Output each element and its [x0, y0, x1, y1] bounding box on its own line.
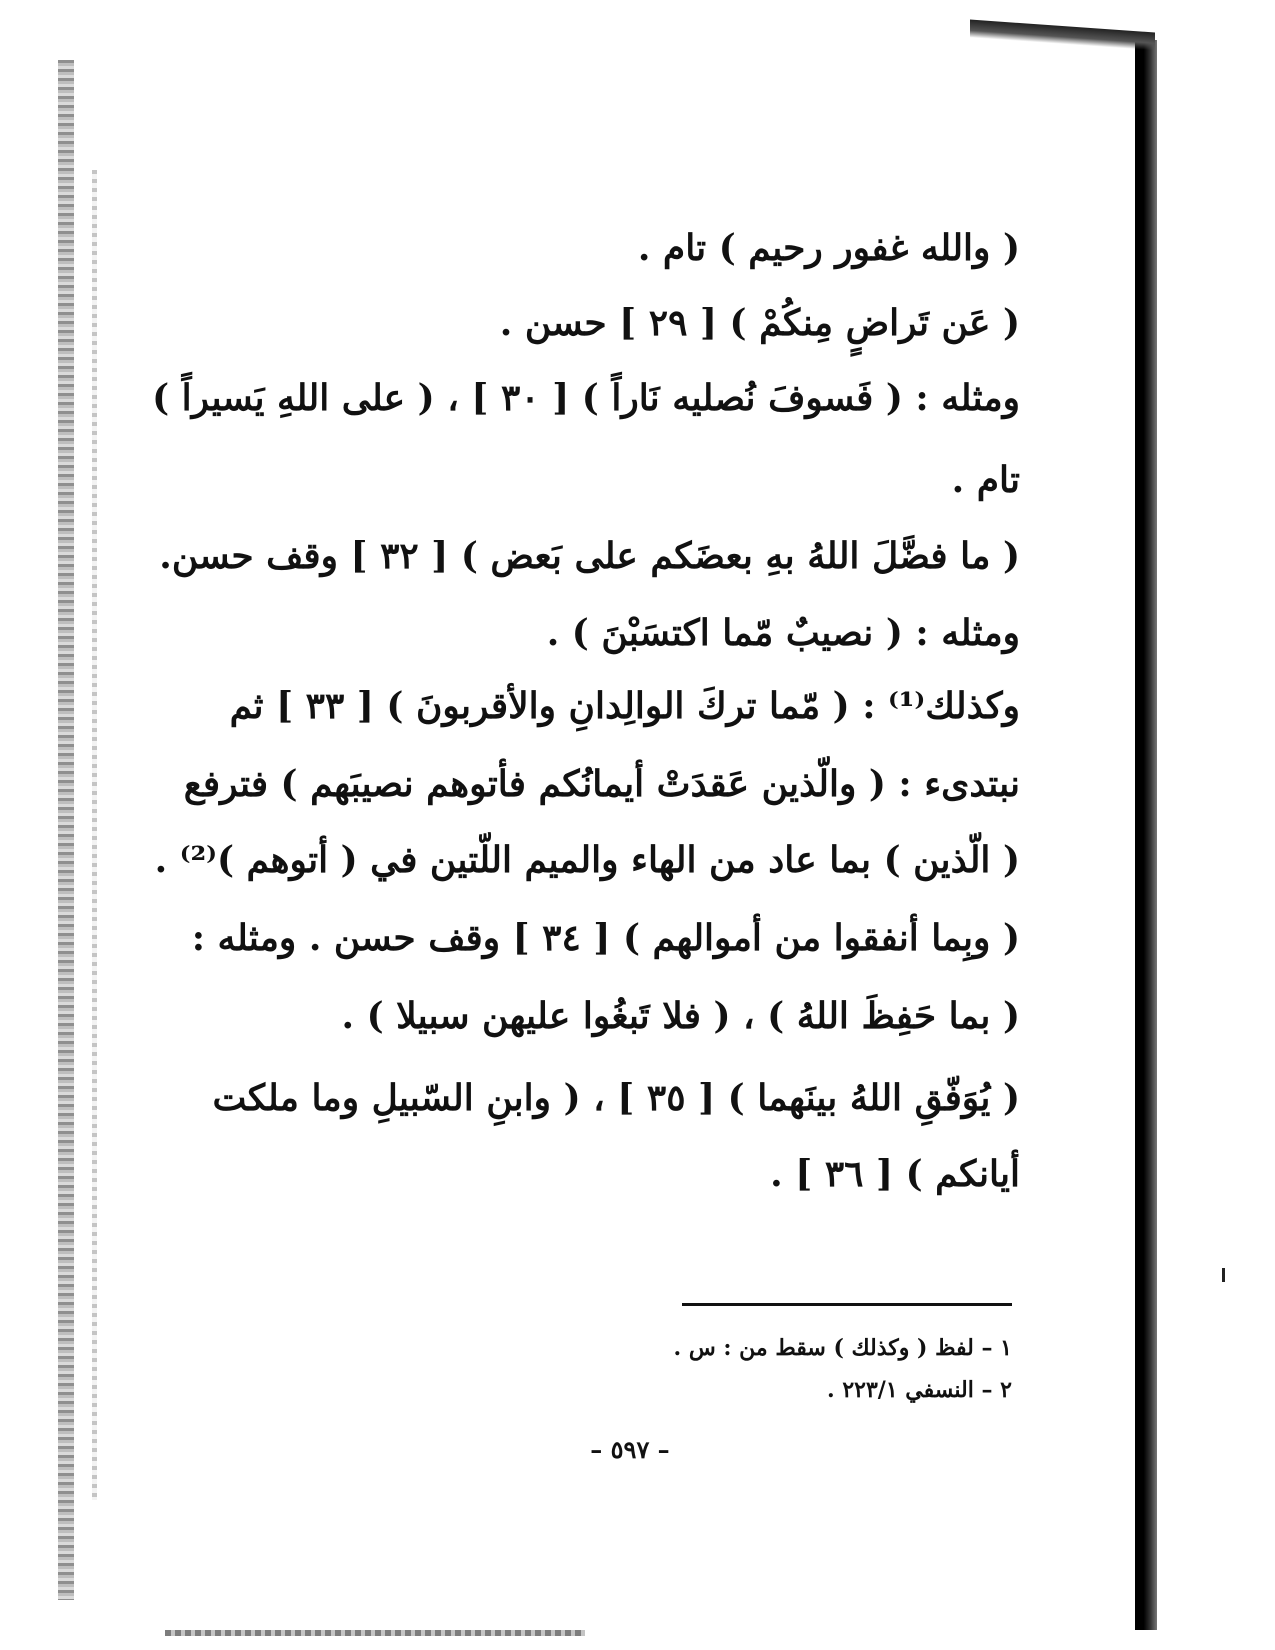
text-line: نبتدىء : ( والّذين عَقدَتْ أيمانُكم فأتوهم نصيبَهم ) فترفع — [183, 763, 1020, 805]
footnotes — [673, 1335, 1012, 1419]
scan-left-shadow — [92, 170, 97, 1500]
text-line: ( عَن تَراضٍ مِنكُمْ ) [ ٢٩ ] حسن . — [499, 302, 1020, 344]
text-line: ( بما حَفِظَ اللهُ ) ، ( فلا تَبغُوا عليهن سبيلا ) . — [341, 995, 1020, 1037]
text-line: ( والله غفور رحيم ) تام . — [637, 227, 1020, 269]
footnote: ٢ – النسفي ٢٢٣/١ . — [827, 1377, 1012, 1403]
margin-mark — [1222, 1268, 1225, 1282]
text-line: وكذلك⁽¹⁾ : ( مّما تركَ الوالِدانِ والأقربونَ ) [ ٣٣ ] ثم — [229, 685, 1020, 727]
footnote-separator — [682, 1303, 1012, 1306]
text-line: ( وبِما أنفقوا من أموالهم ) [ ٣٤ ] وقف حسن . ومثله : — [191, 917, 1020, 959]
scan-bottom-edge — [165, 1630, 585, 1636]
scan-right-edge — [1135, 40, 1157, 1630]
scan-top-edge — [970, 20, 1155, 51]
footnote: ١ – لفظ ( وكذلك ) سقط من : س . — [673, 1335, 1012, 1361]
text-line: أيانكم ) [ ٣٦ ] . — [770, 1153, 1020, 1195]
text-line: ومثله : ( فَسوفَ نُصليه نَاراً ) [ ٣٠ ] ، ( على اللهِ يَسيراً ) — [152, 377, 1020, 419]
text-line: ( يُوَفّقِ اللهُ بينَهما ) [ ٣٥ ] ، ( وابنِ السّبيلِ وما ملكت — [212, 1077, 1020, 1119]
text-line: ومثله : ( نصيبٌ مّما اكتسَبْنَ ) . — [546, 612, 1020, 654]
text-line: ( ما فضَّلَ اللهُ بهِ بعضَكم على بَعض ) [ ٣٢ ] وقف حسن. — [159, 535, 1020, 577]
text-line: تام . — [951, 459, 1020, 501]
text-line: ( الّذين ) بما عاد من الهاء والميم اللّتين في ( أتوهم )⁽²⁾ . — [154, 839, 1020, 881]
page-number: – ٥٩٧ – — [590, 1435, 670, 1464]
scan-left-edge — [58, 60, 74, 1600]
